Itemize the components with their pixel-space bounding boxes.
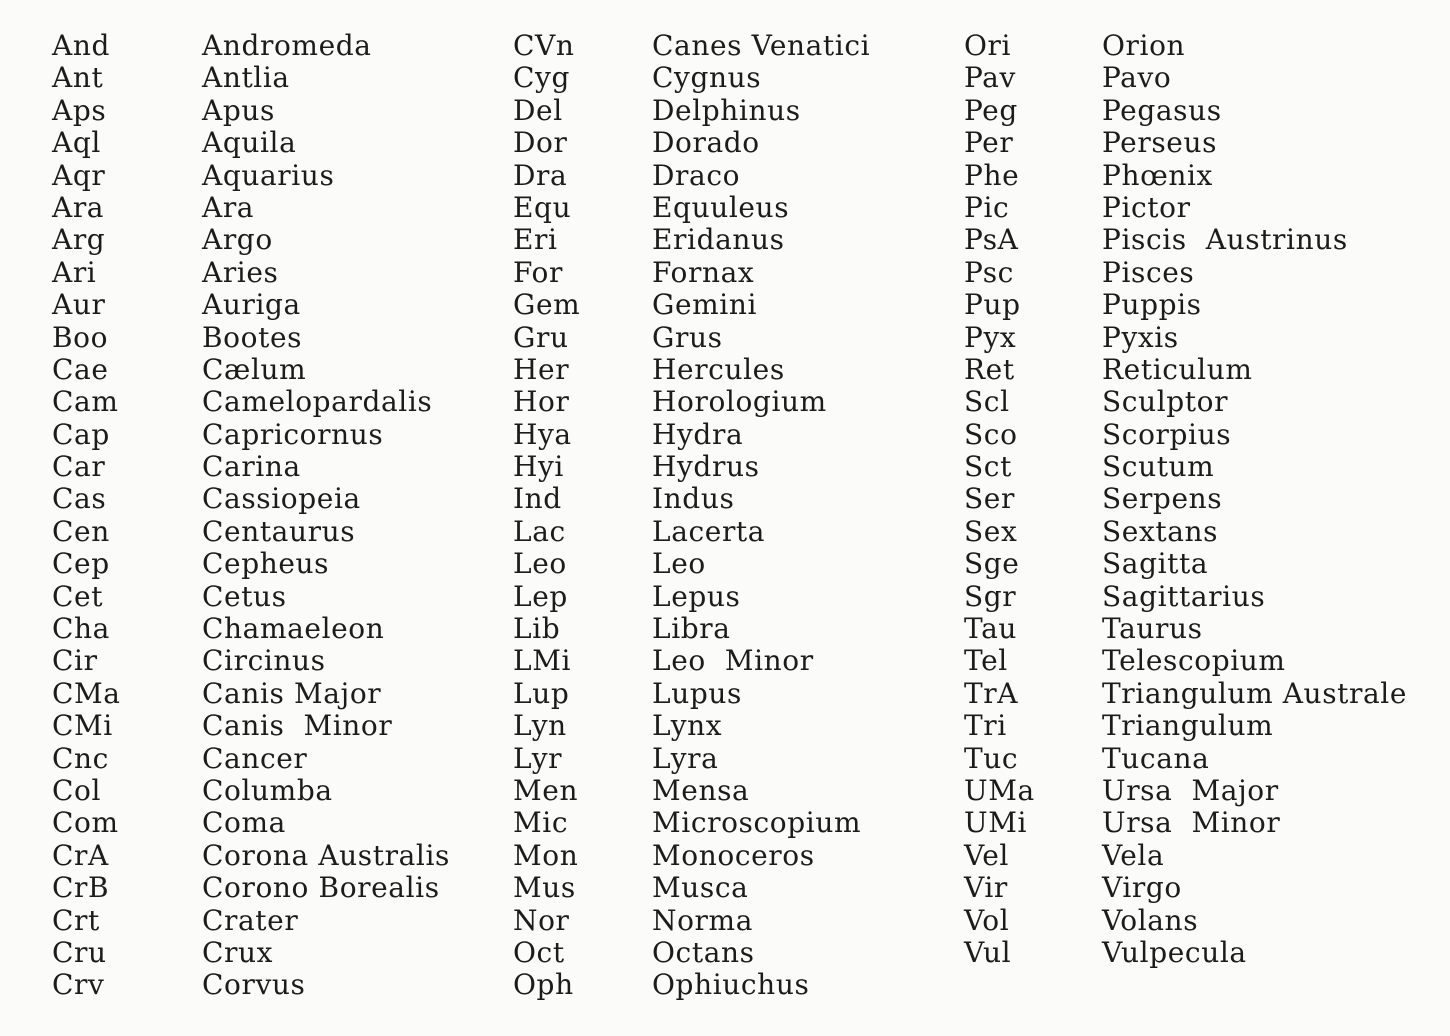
abbreviation: Vul: [964, 935, 1012, 969]
constellation-name: Ursa Minor: [1102, 806, 1281, 840]
abbreviation: For: [513, 255, 563, 289]
abbreviation: Cap: [52, 417, 110, 451]
constellation-name: Leo Minor: [652, 644, 814, 678]
abbreviation-column-3: [964, 30, 1035, 969]
constellation-name: Pegasus: [1102, 93, 1222, 127]
constellation-name: Aries: [202, 255, 279, 289]
constellation-name: Telescopium: [1102, 644, 1286, 678]
constellation-name: Gemini: [652, 288, 758, 322]
constellation-name: Lacerta: [652, 514, 766, 548]
abbreviation: Cam: [52, 385, 119, 419]
constellation-name: Serpens: [1102, 482, 1223, 516]
constellation-name: Fornax: [652, 255, 755, 289]
abbreviation: Eri: [513, 223, 558, 257]
constellation-name: Triangulum Australe: [1102, 676, 1408, 710]
constellation-name: Hydra: [652, 417, 744, 451]
abbreviation: Lib: [513, 612, 561, 646]
constellation-name: Aquila: [202, 126, 297, 160]
abbreviation: Aqr: [52, 158, 106, 192]
constellation-name: Hydrus: [652, 450, 760, 484]
abbreviation: Pup: [964, 288, 1021, 322]
abbreviation: Cet: [52, 579, 104, 613]
abbreviation: Oct: [513, 935, 565, 969]
constellation-name: Lyra: [652, 741, 719, 775]
constellation-name: Reticulum: [1102, 352, 1253, 386]
constellation-name: Octans: [652, 935, 755, 969]
constellation-name: Capricornus: [202, 417, 384, 451]
abbreviation: Her: [513, 352, 570, 386]
abbreviation: Arg: [52, 223, 106, 257]
constellation-name: Horologium: [652, 385, 827, 419]
abbreviation: Hya: [513, 417, 572, 451]
abbreviation: LMi: [513, 644, 572, 678]
constellation-name: Pisces: [1102, 255, 1195, 289]
constellation-name: Hercules: [652, 352, 785, 386]
constellation-name: Cetus: [202, 579, 287, 613]
constellation-name: Crux: [202, 935, 274, 969]
constellation-name: Corona Australis: [202, 838, 450, 872]
constellation-name: Sagittarius: [1102, 579, 1266, 613]
abbreviation: Ari: [52, 255, 97, 289]
constellation-name: Delphinus: [652, 93, 801, 127]
constellation-name: Norma: [652, 903, 753, 937]
abbreviation: Ori: [964, 29, 1012, 62]
constellation-name: Volans: [1102, 903, 1199, 937]
abbreviation: Per: [964, 126, 1014, 160]
constellation-name: Sculptor: [1102, 385, 1229, 419]
abbreviation-column-2: [513, 30, 580, 1002]
abbreviation: CMa: [52, 676, 121, 710]
abbreviation: Col: [52, 773, 102, 807]
abbreviation: CrB: [52, 871, 110, 905]
constellation-name: Circinus: [202, 644, 326, 678]
constellation-name: Cælum: [202, 352, 307, 386]
abbreviation: Pyx: [964, 320, 1017, 354]
constellation-name: Corono Borealis: [202, 871, 440, 905]
constellation-name: Virgo: [1102, 871, 1182, 905]
abbreviation: UMi: [964, 806, 1028, 840]
abbreviation: Equ: [513, 190, 572, 224]
constellation-name: Carina: [202, 450, 301, 484]
constellation-name: Argo: [202, 223, 273, 257]
abbreviation: Gru: [513, 320, 569, 354]
constellation-name: Coma: [202, 806, 286, 840]
constellation-name: Musca: [652, 871, 749, 905]
constellation-name: Ursa Major: [1102, 773, 1279, 807]
abbreviation: Cha: [52, 612, 110, 646]
constellation-name: Auriga: [202, 288, 301, 322]
abbreviation: Hor: [513, 385, 570, 419]
abbreviation-column-1: [52, 30, 121, 1002]
abbreviation: Lep: [513, 579, 568, 613]
constellation-name: Apus: [202, 93, 275, 127]
constellation-name: Phœnix: [1102, 158, 1213, 192]
abbreviation: Ret: [964, 352, 1015, 386]
abbreviation: Ser: [964, 482, 1015, 516]
constellation-name-column-1: [202, 30, 450, 1002]
constellation-name: Vela: [1102, 838, 1165, 872]
constellation-name: Tucana: [1102, 741, 1210, 775]
abbreviation: Cyg: [513, 61, 570, 95]
constellation-name: Pyxis: [1102, 320, 1179, 354]
constellation-name: Crater: [202, 903, 299, 937]
abbreviation: Com: [52, 806, 119, 840]
abbreviation: Ind: [513, 482, 562, 516]
constellation-name: Ara: [202, 190, 255, 224]
constellation-name: Lynx: [652, 709, 723, 743]
abbreviation: PsA: [964, 223, 1019, 257]
abbreviation: Vir: [964, 871, 1008, 905]
abbreviation: Sco: [964, 417, 1018, 451]
abbreviation: Mic: [513, 806, 569, 840]
constellation-name: Draco: [652, 158, 741, 192]
constellation-name: Andromeda: [202, 29, 372, 62]
abbreviation: Lup: [513, 676, 570, 710]
abbreviation: Men: [513, 773, 579, 807]
constellation-name: Lupus: [652, 676, 742, 710]
constellation-name: Libra: [652, 612, 731, 646]
constellation-name: Mensa: [652, 773, 750, 807]
abbreviation: Phe: [964, 158, 1020, 192]
constellation-name: Cygnus: [652, 61, 762, 95]
abbreviation: Nor: [513, 903, 570, 937]
constellation-name: Canes Venatici: [652, 29, 871, 62]
abbreviation: Pav: [964, 61, 1016, 95]
abbreviation: Peg: [964, 93, 1018, 127]
constellation-name: Cepheus: [202, 547, 330, 581]
abbreviation: Tau: [964, 612, 1018, 646]
abbreviation: Del: [513, 93, 563, 127]
abbreviation: Oph: [513, 968, 574, 1002]
abbreviation: TrA: [964, 676, 1019, 710]
abbreviation: Tri: [964, 709, 1007, 743]
constellation-name: Cancer: [202, 741, 308, 775]
constellation-name: Puppis: [1102, 288, 1202, 322]
abbreviation: Psc: [964, 255, 1014, 289]
abbreviation: Sex: [964, 514, 1018, 548]
abbreviation: Gem: [513, 288, 581, 322]
constellation-name: Dorado: [652, 126, 760, 160]
constellation-name: Eridanus: [652, 223, 785, 257]
abbreviation: Cru: [52, 935, 107, 969]
constellation-name: Taurus: [1102, 612, 1203, 646]
abbreviation: Mon: [513, 838, 579, 872]
constellation-name: Pictor: [1102, 190, 1191, 224]
abbreviation: Tuc: [964, 741, 1019, 775]
constellation-name-column-2: [652, 30, 870, 1002]
abbreviation: Cae: [52, 352, 109, 386]
constellation-name: Aquarius: [202, 158, 335, 192]
abbreviation: Dor: [513, 126, 568, 160]
abbreviation: Aps: [52, 93, 107, 127]
constellation-name: Triangulum: [1102, 709, 1274, 743]
abbreviation: Leo: [513, 547, 567, 581]
constellation-name: Cassiopeia: [202, 482, 361, 516]
abbreviation: Boo: [52, 320, 109, 354]
constellation-name: Leo: [652, 547, 706, 581]
constellation-name: Monoceros: [652, 838, 815, 872]
constellation-name: Scorpius: [1102, 417, 1232, 451]
abbreviation: Vol: [964, 903, 1010, 937]
abbreviation: Aql: [52, 126, 101, 160]
constellation-name: Chamaeleon: [202, 612, 385, 646]
constellation-name: Sextans: [1102, 514, 1219, 548]
constellation-name: Centaurus: [202, 514, 356, 548]
constellation-name: Sagitta: [1102, 547, 1209, 581]
constellation-name: Canis Minor: [202, 709, 393, 743]
abbreviation: Cas: [52, 482, 107, 516]
abbreviation: Lac: [513, 514, 566, 548]
abbreviation: CVn: [513, 29, 575, 62]
abbreviation: Aur: [52, 288, 106, 322]
abbreviation: Cep: [52, 547, 110, 581]
abbreviation: Lyr: [513, 741, 563, 775]
constellation-name: Bootes: [202, 320, 303, 354]
constellation-name: Indus: [652, 482, 735, 516]
abbreviation: Sgr: [964, 579, 1017, 613]
abbreviation: UMa: [964, 773, 1035, 807]
abbreviation: Tel: [964, 644, 1008, 678]
abbreviation: Vel: [964, 838, 1009, 872]
abbreviation: Dra: [513, 158, 568, 192]
abbreviation: Pic: [964, 190, 1010, 224]
constellation-name: Grus: [652, 320, 723, 354]
constellation-name: Lepus: [652, 579, 741, 613]
abbreviation: Cnc: [52, 741, 109, 775]
abbreviation: Sct: [964, 450, 1012, 484]
abbreviation: Scl: [964, 385, 1010, 419]
abbreviation: Cir: [52, 644, 98, 678]
constellation-name: Ophiuchus: [652, 968, 810, 1002]
abbreviation: Mus: [513, 871, 576, 905]
constellation-name: Equuleus: [652, 190, 790, 224]
constellation-name: Camelopardalis: [202, 385, 433, 419]
abbreviation: Crv: [52, 968, 105, 1002]
abbreviation: Cen: [52, 514, 110, 548]
constellation-name: Scutum: [1102, 450, 1215, 484]
abbreviation: And: [52, 29, 110, 62]
constellation-name: Corvus: [202, 968, 306, 1002]
constellation-name: Pavo: [1102, 61, 1172, 95]
abbreviation: Car: [52, 450, 106, 484]
abbreviation: Sge: [964, 547, 1020, 581]
constellation-name: Piscis Austrinus: [1102, 223, 1348, 257]
abbreviation: Crt: [52, 903, 100, 937]
constellation-name: Orion: [1102, 29, 1186, 62]
constellation-name: Perseus: [1102, 126, 1218, 160]
constellation-name: Microscopium: [652, 806, 862, 840]
abbreviation: Ant: [52, 61, 104, 95]
constellation-name: Columba: [202, 773, 333, 807]
abbreviation: Hyi: [513, 450, 564, 484]
constellation-name-column-3: [1102, 30, 1407, 969]
constellation-name: Antlia: [202, 61, 290, 95]
abbreviation: CMi: [52, 709, 113, 743]
constellation-name: Vulpecula: [1102, 935, 1247, 969]
constellation-name: Canis Major: [202, 676, 382, 710]
abbreviation: Ara: [52, 190, 105, 224]
abbreviation: Lyn: [513, 709, 567, 743]
abbreviation: CrA: [52, 838, 109, 872]
